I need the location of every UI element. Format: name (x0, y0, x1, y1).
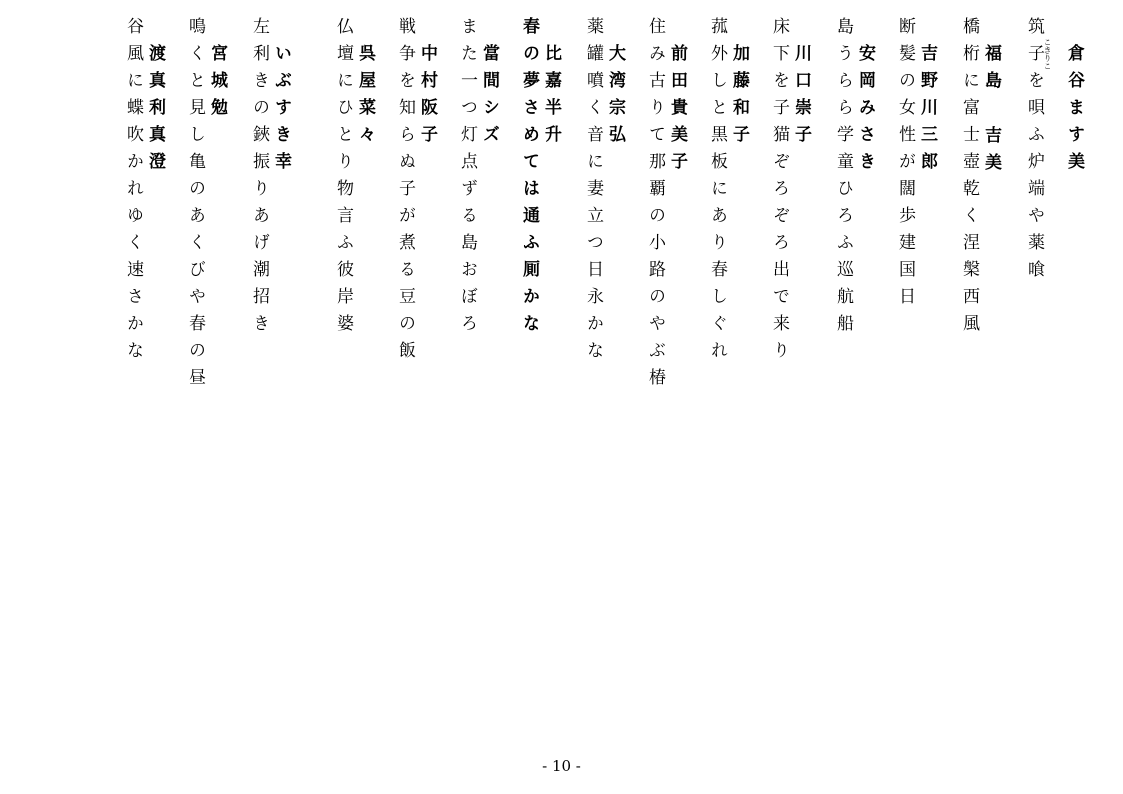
haiku-line: 仏壇にひとり物言ふ彼岸婆 (333, 17, 353, 341)
haiku-line: 橋桁に富士壺乾く涅槃西風 (959, 17, 979, 341)
haiku-line: 菰外しと黒板にあり春しぐれ (707, 17, 727, 368)
haiku-line: 筑子を唄ふ炉端や薬喰 (1024, 17, 1044, 287)
author-name: 川口崇子 (791, 44, 811, 152)
author-name: 吉野川三郎 (917, 44, 937, 179)
author-name: 前田貴美子 (667, 44, 687, 179)
haiku-line: 戦争を知らぬ子が煮る豆の飯 (395, 17, 415, 368)
author-name: 加藤和子 (729, 44, 749, 152)
haiku-line: 床下を子猫ぞろぞろ出で来り (769, 17, 789, 368)
author-name: 渡真利真澄 (145, 44, 165, 179)
ruby-annotation: こきりこ (1043, 38, 1052, 70)
author-name: 福島 (981, 44, 1001, 98)
author-name: 中村阪子 (417, 44, 437, 152)
haiku-line: 住み古りて那覇の小路のやぶ椿 (645, 17, 665, 395)
author-name: いぶすき幸 (271, 44, 291, 179)
haiku-line: 鳴くと見し亀のあくびや春の昼 (185, 17, 205, 395)
author-name: 安岡みさき (855, 44, 875, 179)
author-name: 比嘉半升 (541, 44, 561, 152)
page-number: - 10 - (542, 757, 581, 775)
haiku-line: 断髪の女性が闊歩建国日 (895, 17, 915, 314)
haiku-line: 春の夢さめては通ふ厠かな (519, 17, 539, 341)
author-name: 吉美 (981, 126, 1001, 180)
haiku-line: 島うらら学童ひろふ巡航船 (833, 17, 853, 341)
haiku-line: 左利きの鋏振りあげ潮招き (249, 17, 269, 341)
author-name: 當間シズ (479, 44, 499, 152)
haiku-line: また一つ灯点ずる島おぼろ (457, 17, 477, 341)
author-name: 宮城勉 (207, 44, 227, 125)
author-name: 大湾宗弘 (605, 44, 625, 152)
haiku-line: 薬罐噴く音に妻立つ日永かな (583, 17, 603, 368)
author-name: 倉谷ます美 (1064, 44, 1084, 179)
haiku-line: 谷風に蝶吹かれゆく速さかな (123, 17, 143, 368)
author-name: 呉屋菜々 (355, 44, 375, 152)
